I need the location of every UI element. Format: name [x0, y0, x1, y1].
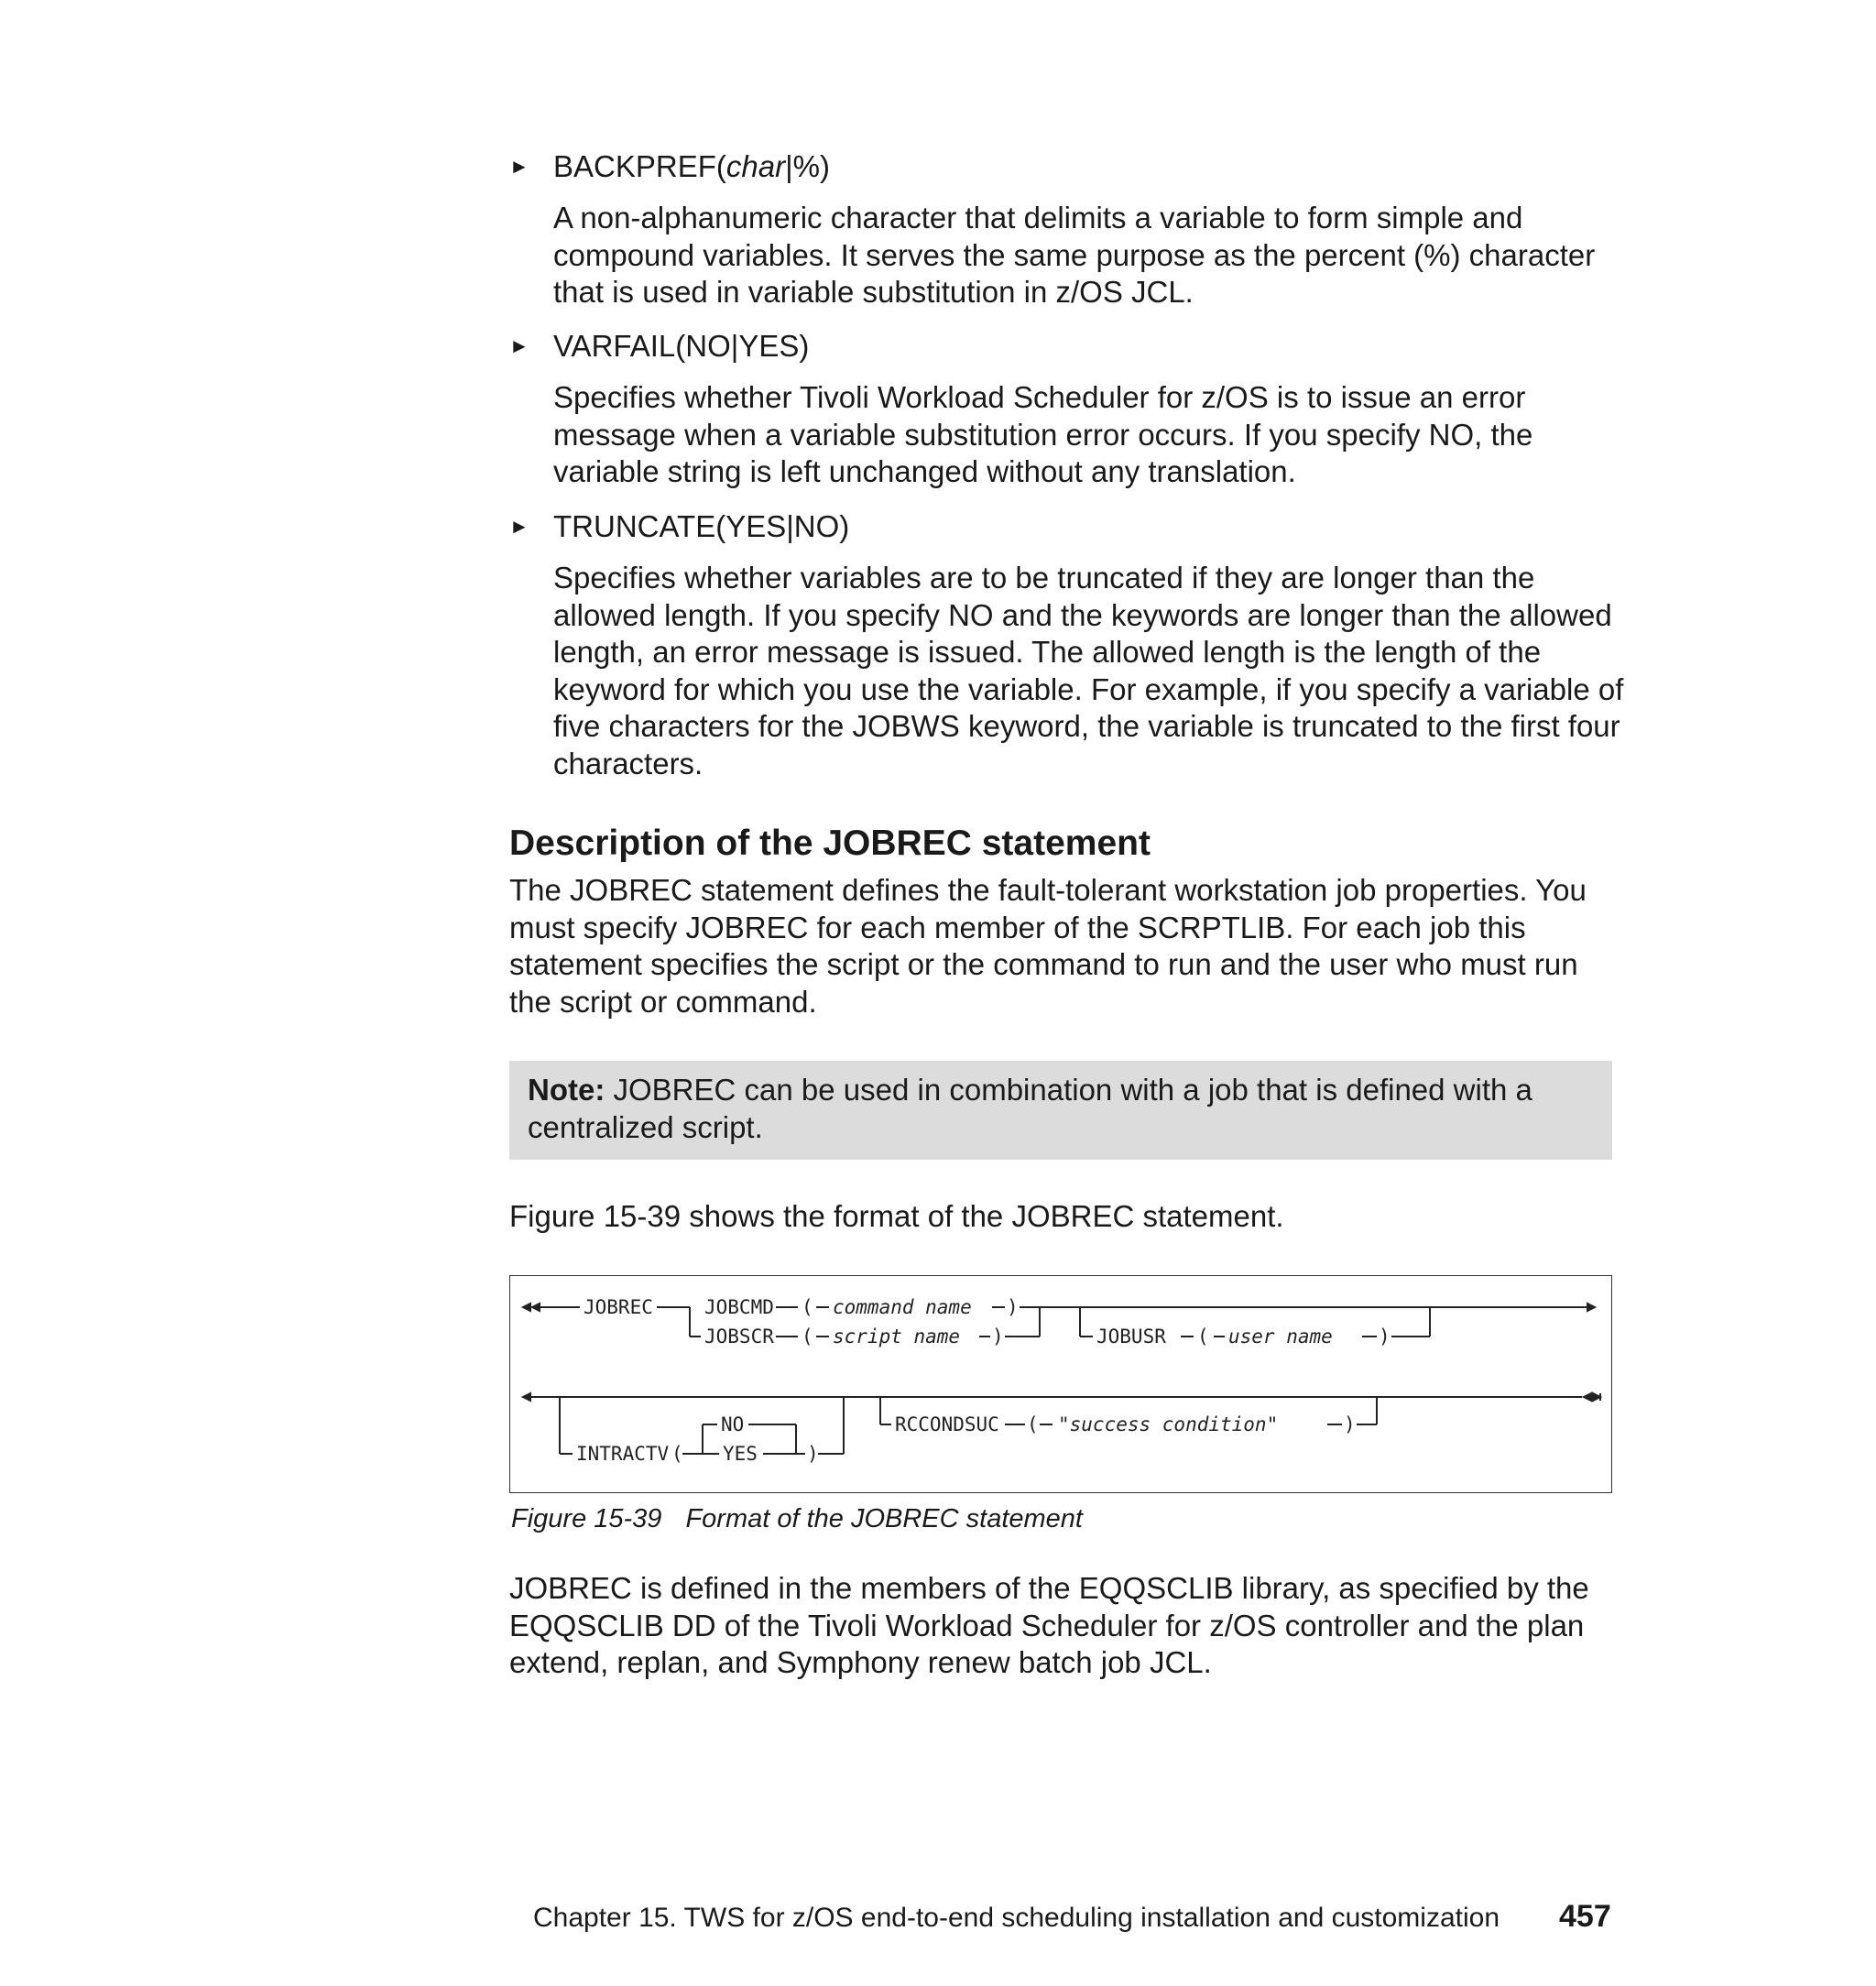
param-backpref-name: BACKPREF(char|%)	[553, 149, 830, 183]
footer-chapter-title: Chapter 15. TWS for z/OS end-to-end scheduling installation and customization	[533, 1903, 1500, 1933]
diagram-jobrec-keyword: JOBREC	[584, 1296, 653, 1318]
bullet-arrow-icon: ►	[509, 515, 529, 538]
diagram-user-name: user name	[1228, 1326, 1333, 1348]
bullet-arrow-icon: ►	[509, 155, 529, 178]
syntax-diagram	[509, 1275, 1612, 1493]
diagram-no-option: NO	[721, 1413, 745, 1435]
diagram-open-paren: (	[1197, 1326, 1209, 1348]
diagram-open-paren: (	[671, 1443, 683, 1465]
diagram-open-paren: (	[802, 1326, 813, 1348]
diagram-jobusr-keyword: JOBUSR	[1096, 1326, 1166, 1348]
diagram-intractv-keyword: INTRACTV	[576, 1443, 670, 1465]
bullet-arrow-icon: ►	[509, 334, 529, 357]
param-truncate-description: Specifies whether variables are to be truncated if they are longer than the allowed length. If you specify NO and the keywords are longer than the allowed length, an error message is issued. The allowed length is the length of the keyword for which you use the variable. For example, if you specify a variable of five characters for the JOBWS keyword, the variable is truncated to the first four characters.	[553, 561, 1624, 780]
diagram-script-name: script name	[833, 1326, 961, 1348]
syntax-diagram-svg	[510, 1276, 1613, 1494]
diagram-rccondsuc-keyword: RCCONDSUC	[895, 1413, 999, 1435]
diagram-close-paren: )	[1379, 1326, 1391, 1348]
section-heading: Description of the JOBREC statement	[509, 824, 1151, 863]
param-varfail-description: Specifies whether Tivoli Workload Scheduler for z/OS is to issue an error message when a variable substitution error occurs. If you specify NO, the variable string is left unchanged without any translation.	[553, 380, 1533, 488]
diagram-close-paren: )	[1344, 1413, 1356, 1435]
note-box	[509, 1061, 1612, 1160]
section-intro-paragraph: The JOBREC statement defines the fault-tolerant workstation job properties. You must specify JOBREC for each member of the SCRPTLIB. For each job this statement specifies the script or the command to run and the user who must run the script or command.	[509, 873, 1587, 1019]
diagram-command-name: command name	[833, 1296, 972, 1318]
note-text: Note: JOBREC can be used in combination with a job that is defined with a centralized script.	[528, 1073, 1532, 1144]
note-label: Note:	[528, 1073, 605, 1107]
figure-caption-number: Figure 15-39	[511, 1504, 662, 1533]
diagram-jobscr-keyword: JOBSCR	[704, 1326, 774, 1348]
param-backpref-description: A non-alphanumeric character that delimits a variable to form simple and compound variables. It serves the same purpose as the percent (%) character that is used in variable substitution in z/OS JCL.	[553, 201, 1596, 309]
figure-caption	[511, 1502, 1083, 1535]
diagram-close-paren: )	[992, 1326, 1004, 1348]
diagram-jobcmd-keyword: JOBCMD	[704, 1296, 774, 1318]
page-number: 457	[1559, 1899, 1611, 1934]
diagram-yes-option: YES	[723, 1443, 758, 1465]
diagram-close-paren: )	[807, 1443, 819, 1465]
figure-caption-title: Format of the JOBREC statement	[685, 1504, 1083, 1533]
diagram-open-paren: (	[802, 1296, 813, 1318]
param-truncate-name: TRUNCATE(YES|NO)	[553, 509, 850, 543]
diagram-open-paren: (	[1027, 1413, 1039, 1435]
figure-reference-paragraph: Figure 15-39 shows the format of the JOBREC statement.	[509, 1199, 1284, 1233]
param-varfail-name: VARFAIL(NO|YES)	[553, 329, 810, 363]
diagram-close-paren: )	[1007, 1296, 1019, 1318]
diagram-success-condition: "success condition"	[1058, 1413, 1279, 1435]
closing-paragraph: JOBREC is defined in the members of the EQQSCLIB library, as specified by the EQQSCLIB DD of the Tivoli Workload Scheduler for z/OS controller and the plan extend, replan, and Symphony renew batch job JCL.	[509, 1571, 1589, 1679]
